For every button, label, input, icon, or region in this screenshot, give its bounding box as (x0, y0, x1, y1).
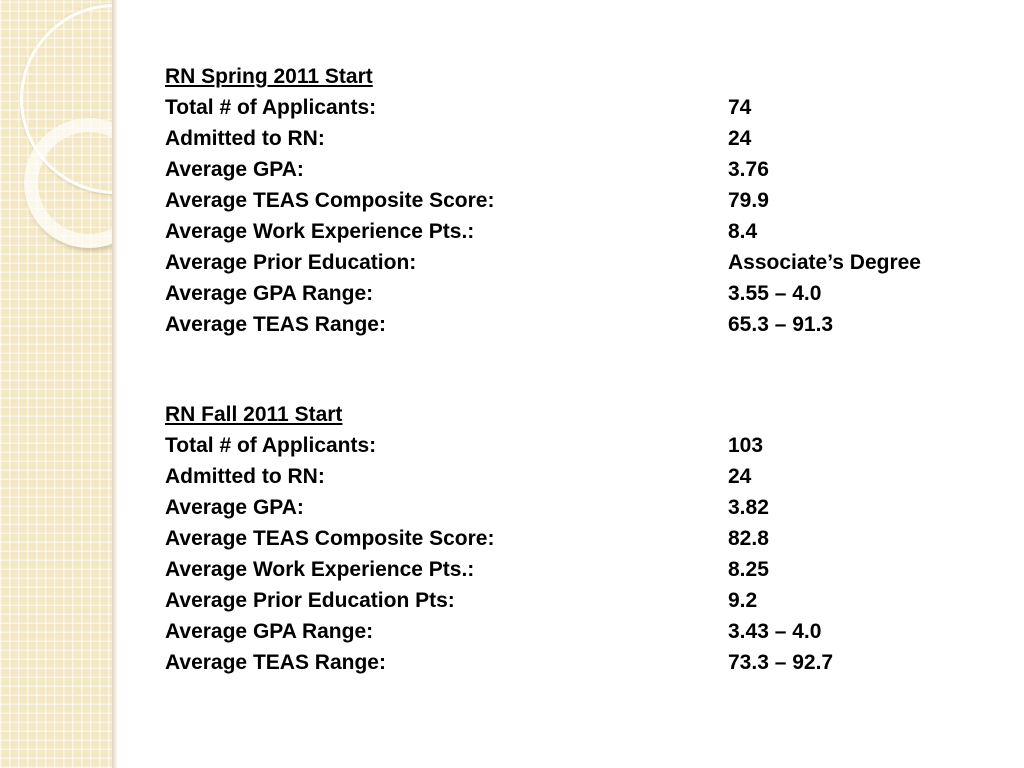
stat-label: Total # of Applicants: (165, 96, 377, 119)
stat-row-average-gpa (165, 154, 985, 185)
stat-row-teas-composite (165, 185, 985, 216)
stat-row-prior-education (165, 247, 985, 278)
stat-row-average-gpa (165, 492, 985, 523)
stat-value: 3.76 (728, 158, 769, 181)
stat-label: Average TEAS Composite Score: (165, 527, 495, 550)
stat-label: Admitted to RN: (165, 127, 325, 150)
stat-row-total-applicants (165, 92, 985, 123)
decorative-side-panel (0, 0, 112, 768)
stat-row-work-experience (165, 216, 985, 247)
stat-label: Average Prior Education: (165, 251, 417, 274)
side-panel-shadow (112, 0, 118, 768)
stat-value: 24 (728, 127, 752, 150)
stat-label: Average TEAS Range: (165, 651, 386, 674)
stat-value: 74 (728, 96, 752, 119)
stat-value: 3.43 – 4.0 (728, 620, 822, 643)
section-title: RN Spring 2011 Start (165, 65, 373, 88)
stat-row-gpa-range (165, 616, 985, 647)
stat-row-admitted (165, 123, 985, 154)
stat-row-work-experience (165, 554, 985, 585)
stat-label: Average Work Experience Pts.: (165, 220, 475, 243)
stat-value: 65.3 – 91.3 (728, 313, 834, 336)
stat-value: 82.8 (728, 527, 769, 550)
stat-value: Associate’s Degree (728, 251, 921, 274)
stat-value: 8.4 (728, 220, 758, 243)
stat-label: Average GPA: (165, 496, 304, 519)
section-title: RN Fall 2011 Start (165, 403, 343, 426)
stat-row-teas-range (165, 647, 985, 678)
stat-label: Average GPA Range: (165, 282, 374, 305)
section-spring-2011 (165, 61, 985, 340)
stat-row-teas-range (165, 309, 985, 340)
section-spacer (165, 340, 985, 399)
stat-row-prior-education (165, 585, 985, 616)
stat-value: 73.3 – 92.7 (728, 651, 834, 674)
stat-value: 8.25 (728, 558, 769, 581)
stat-label: Average TEAS Composite Score: (165, 189, 495, 212)
stat-label: Total # of Applicants: (165, 434, 377, 457)
stat-value: 103 (728, 434, 764, 457)
stat-label: Average Work Experience Pts.: (165, 558, 475, 581)
stat-label: Average Prior Education Pts: (165, 589, 455, 612)
stat-value: 3.55 – 4.0 (728, 282, 822, 305)
section-fall-2011 (165, 399, 985, 678)
slide-content (165, 61, 985, 678)
stat-label: Average GPA: (165, 158, 304, 181)
stat-value: 79.9 (728, 189, 769, 212)
stat-row-total-applicants (165, 430, 985, 461)
stat-label: Average GPA Range: (165, 620, 374, 643)
stat-value: 3.82 (728, 496, 769, 519)
stat-row-teas-composite (165, 523, 985, 554)
stat-label: Average TEAS Range: (165, 313, 386, 336)
stat-value: 24 (728, 465, 752, 488)
stat-label: Admitted to RN: (165, 465, 325, 488)
stat-row-gpa-range (165, 278, 985, 309)
stat-row-admitted (165, 461, 985, 492)
stat-value: 9.2 (728, 589, 758, 612)
